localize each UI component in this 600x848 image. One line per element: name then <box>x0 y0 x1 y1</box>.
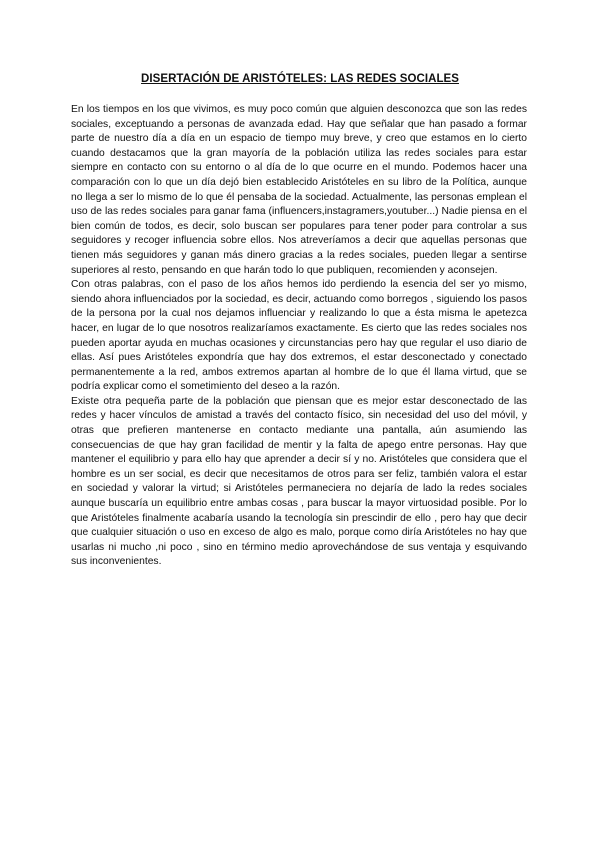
document-title: DISERTACIÓN DE ARISTÓTELES: LAS REDES SOCIALES <box>141 73 459 85</box>
paragraph-2: Con otras palabras, con el paso de los años hemos ido perdiendo la esencia del ser yo mismo, siendo ahora influenciados por la sociedad, es decir, actuando como borregos , siguiendo los pasos de la persona por la cual nos dejamos influenciar y realizando lo que a ésta misma le apetezca hacer, en lugar de lo que nosotros realizaríamos exactamente. Es cierto que las redes sociales nos pueden aportar ayuda en muchas ocasiones y circunstancias pero hay que regular el uso diario de ellas. Así pues Aristóteles expondría que hay dos extremos, el estar desconectado y conectado permanentemente a la red, ambos extremos apartan al hombre de lo que él llama virtud, que se podría explicar como el sometimiento del deseo a la razón. <box>71 279 527 393</box>
document-body <box>71 103 527 570</box>
paragraph-3: Existe otra pequeña parte de la población que piensan que es mejor estar desconectado de las redes y hacer vínculos de amistad a través del contacto físico, sin necesidad del uso del móvil, y otras que prefieren mantenerse en contacto mediante una pantalla, aún asumiendo las consecuencias de que hay gran facilidad de mentir y la falta de apego entre personas. Hay que mantener el equilibrio y para ello hay que aprender a decir sí y no. Aristóteles que considera que el hombre es un ser social, es decir que necesitamos de otros para ser feliz, también valora el estar en sociedad y valorar la virtud; si Aristóteles permaneciera no dejaría de lado la redes sociales aunque buscaría un equilibrio entre ambas cosas , para buscar la mayor virtuosidad posible. Por lo que Aristóteles finalmente acabaría usando la tecnología sin prescindir de ello , pero hay que decir que cualquier situación o uso en exceso de algo es malo, porque como diría Aristóteles no hay que usarlas ni mucho ,ni poco , sino en término medio aprovechándose de sus ventaja y esquivando sus inconvenientes. <box>71 395 527 568</box>
paragraph-1: En los tiempos en los que vivimos, es muy poco común que alguien desconozca que son las redes sociales, exceptuando a personas de avanzada edad. Hay que señalar que han pasado a formar parte de nuestro día a día en un espacio de tiempo muy breve, y creo que estamos en lo cierto cuando destacamos que la gran mayoría de la población utiliza las redes sociales para estar siempre en contacto con su entorno o al día de lo que ocurre en el mundo. Podemos hacer una comparación con lo que un día dejó bien establecido Aristóteles en su libro de la Política, aunque no llega a ser lo mismo de lo que él pensaba de la sociedad. Actualmente, las personas emplean el uso de las redes sociales para ganar fama (influencers,instagramers,youtuber...) Nadie piensa en el bien común de todos, es decir, solo buscan ser populares para tener poder para controlar a sus seguidores y recoger influencia sobre ellos. Nos atreveríamos a decir que aquellas personas que tienen más seguidores y ganan más dinero gracias a la redes sociales, pueden llegar a sentirse superiores al resto, pensando en que harán todo lo que publiquen, recomienden y aconsejen. <box>71 104 527 276</box>
